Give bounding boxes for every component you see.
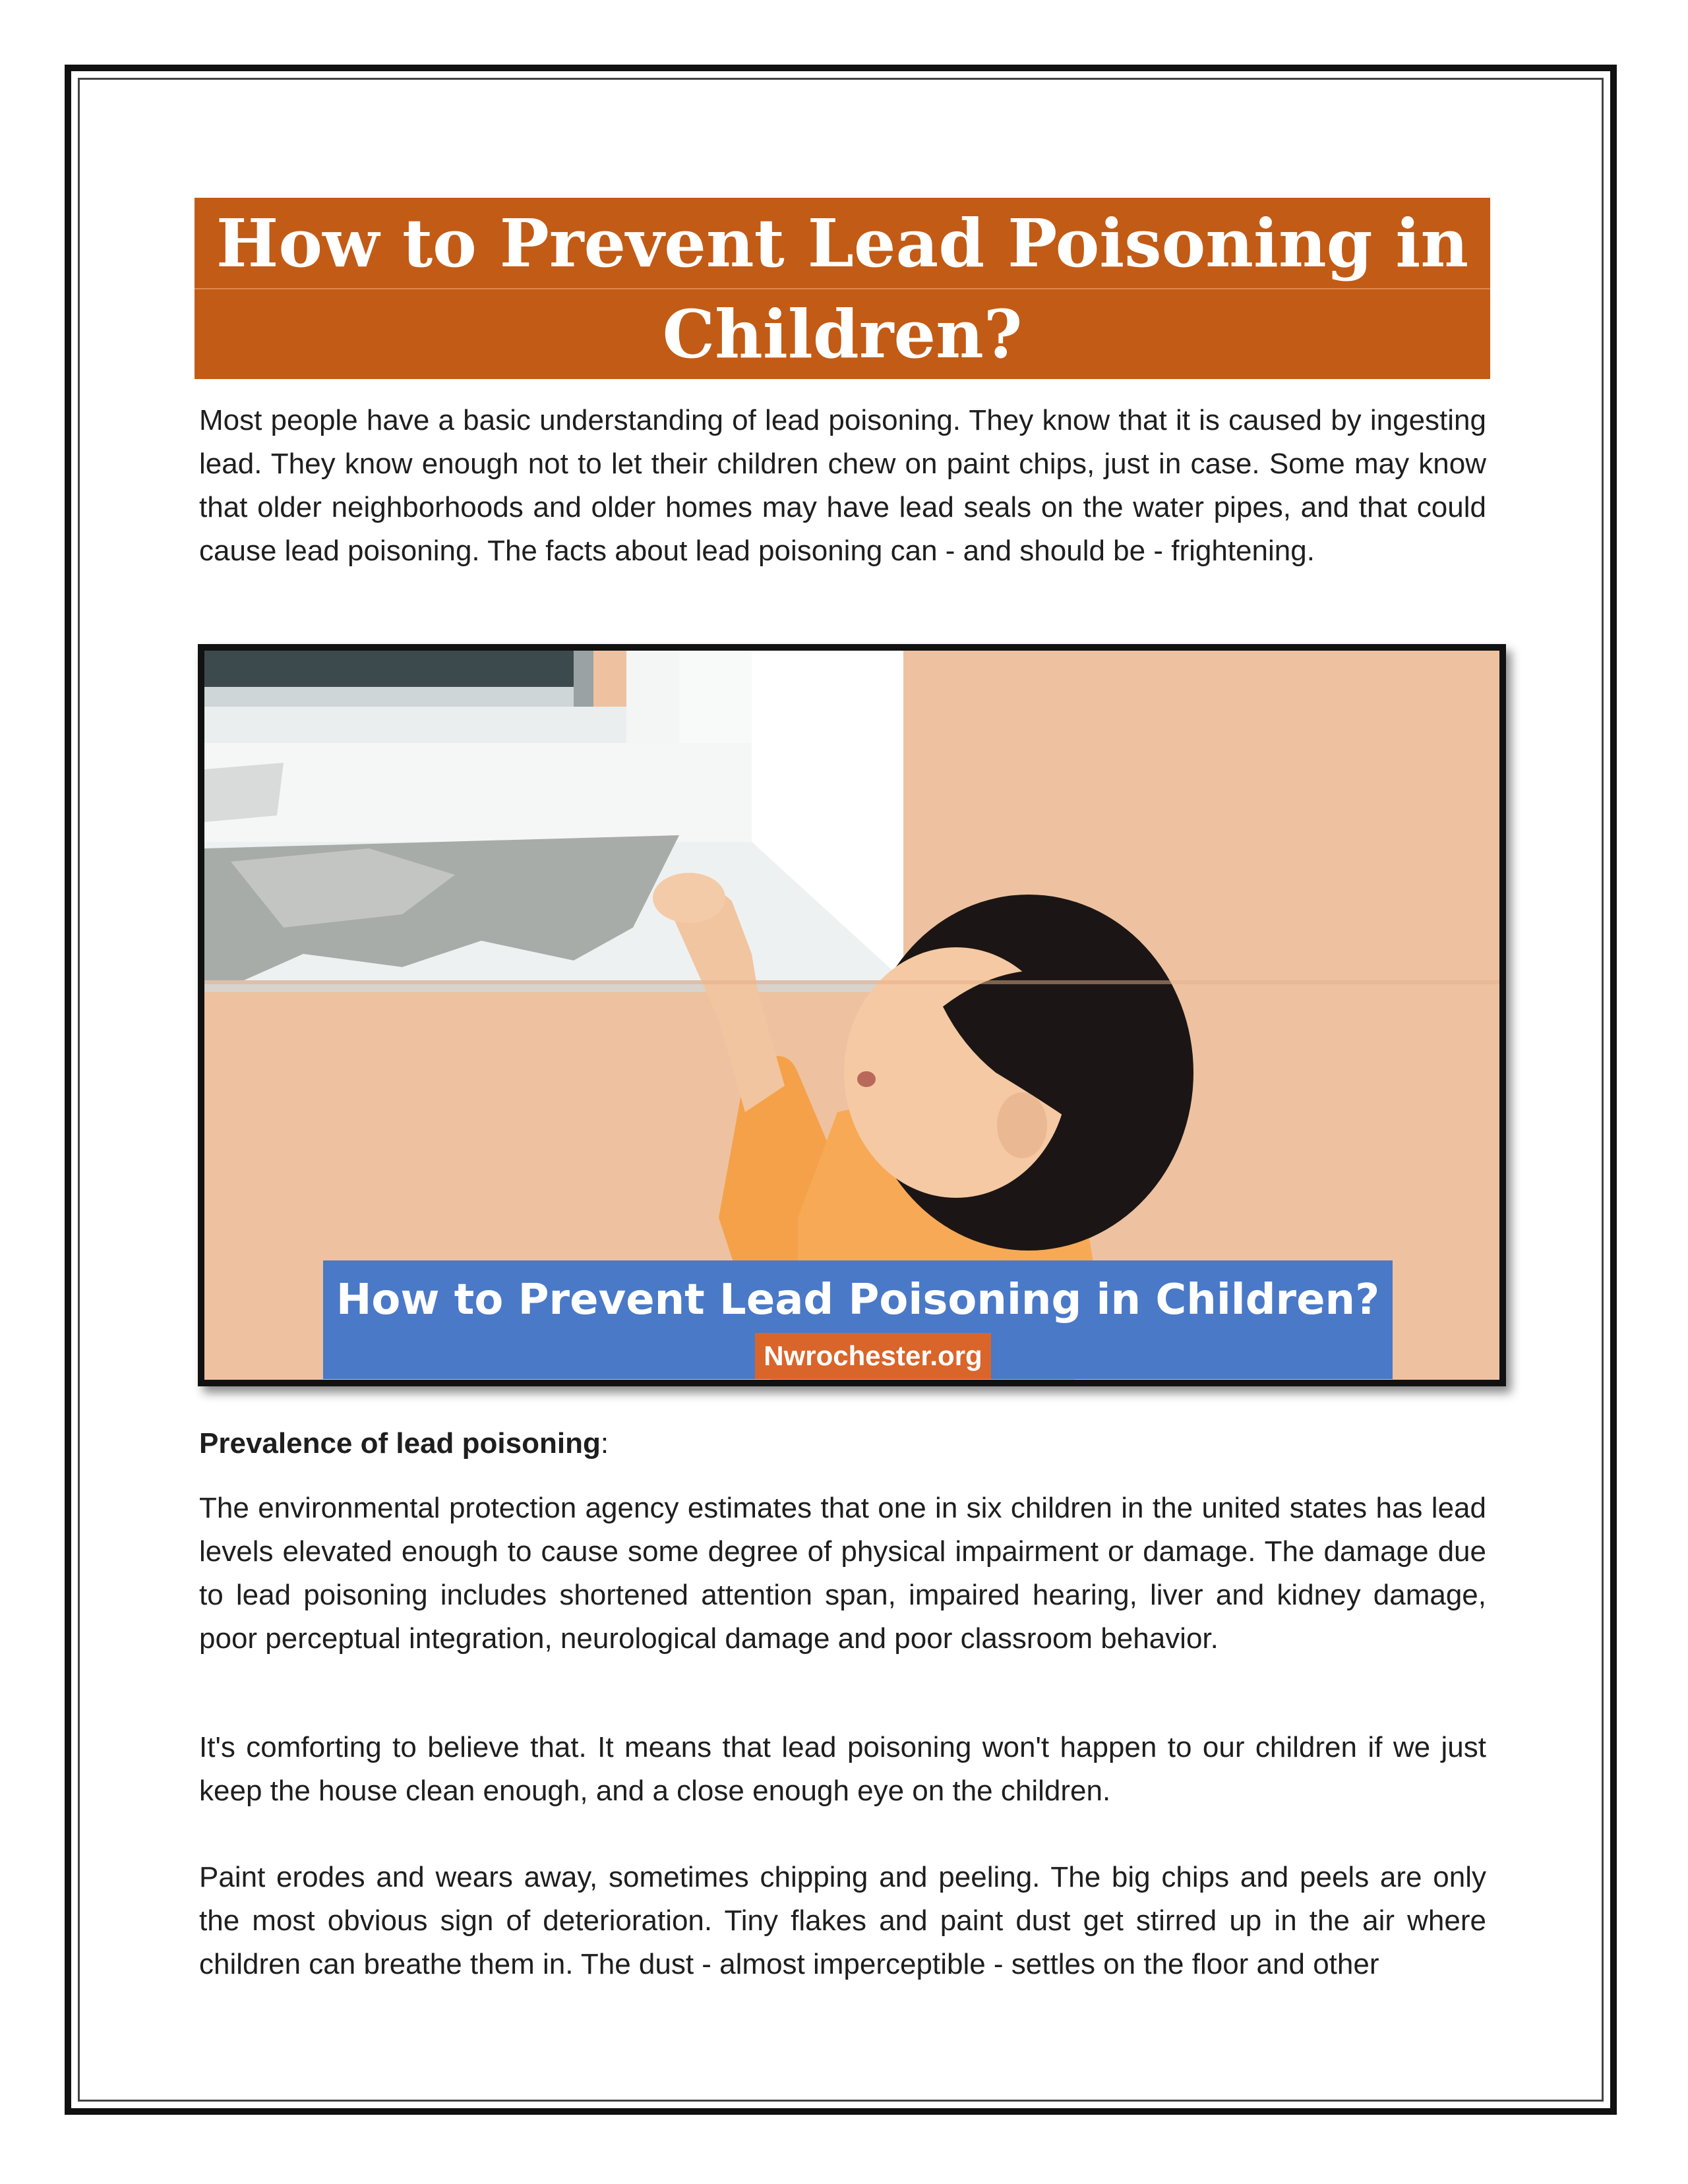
section-heading-text: Prevalence of lead poisoning — [199, 1427, 601, 1460]
intro-paragraph: Most people have a basic understanding of lead poisoning. They know that it is caused by ingesting lead. They know enough not to let their children chew on paint chips, just in case. Some may know that older neighborhoods and older homes may have lead seals on the water pipes, and that could cause lead poisoning. The facts about lead poisoning can - and should be - frightening. — [199, 404, 1486, 567]
photo-caption-site: Nwrochester.org — [755, 1333, 991, 1379]
page-title-line-1: How to Prevent Lead Poisoning in — [216, 204, 1469, 282]
photo-caption-title: How to Prevent Lead Poisoning in Children? — [336, 1276, 1380, 1324]
title-banner — [195, 198, 1490, 379]
title-divider — [195, 288, 1490, 289]
photo-caption-bar — [323, 1260, 1393, 1379]
section-heading — [199, 1422, 1486, 1465]
paint-paragraph: Paint erodes and wears away, sometimes chipping and peeling. The big chips and peels are only the most obvious sign of deterioration. Tiny flakes and paint dust get stirred up in the air where children can breathe them in. The dust - almost imperceptible - settles on the floor and other — [199, 1861, 1486, 1980]
article-photo — [198, 644, 1506, 1386]
prevalence-paragraph: The environmental protection agency estimates that one in six children in the united states has lead levels elevated enough to cause some degree of physical impairment or damage. The damage due to lead poisoning includes shortened attention span, impaired hearing, liver and kidney damage, poor perceptual integration, neurological damage and poor classroom behavior. — [199, 1492, 1486, 1655]
page-title-line-2: Children? — [662, 295, 1023, 373]
section-heading-colon: : — [600, 1427, 609, 1460]
comfort-paragraph: It's comforting to believe that. It means that lead poisoning won't happen to our children if we just keep the house clean enough, and a close enough eye on the children. — [199, 1731, 1486, 1807]
